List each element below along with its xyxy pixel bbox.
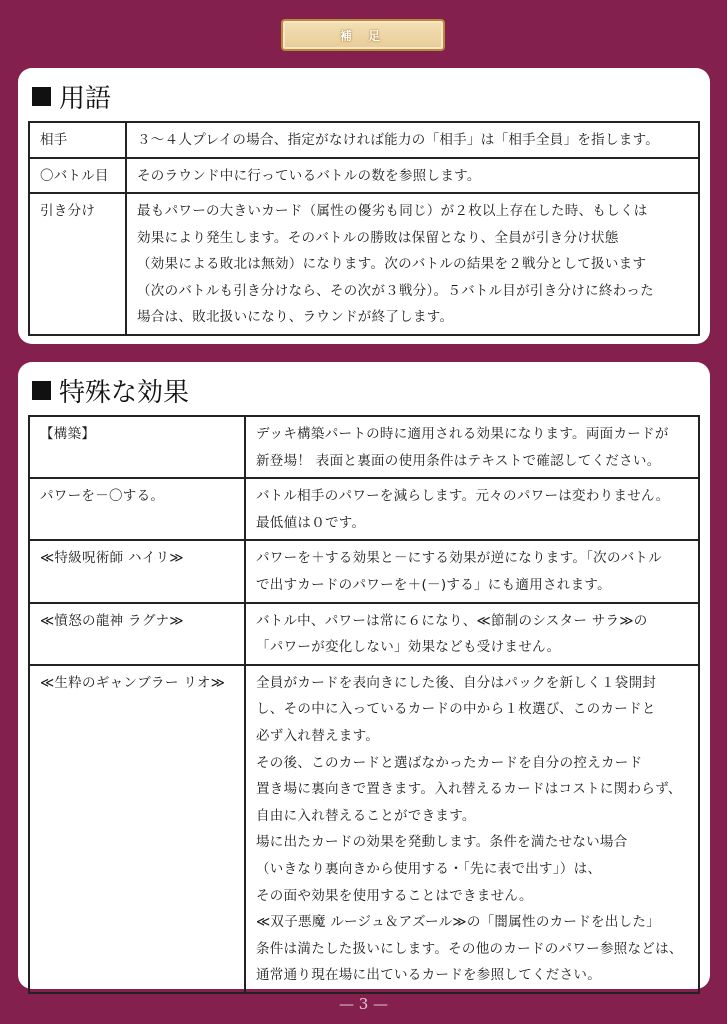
special-effect-description [245, 478, 699, 540]
description-line: その後、このカードと選ばなかったカードを自分の控えカード [256, 754, 643, 771]
description-line: バトル相手のパワーを減らします。元々のパワーは変わりません。 [256, 488, 670, 505]
description-line: 場合は、敗北扱いになり、ラウンドが終了します。 [137, 309, 454, 325]
description-line: 置き場に裏向きで置きます。入れ替えるカードはコストに関わらず、 [256, 781, 682, 798]
special-effects-card [18, 362, 710, 989]
description-line: 通常通り現在場に出ているカードを参照してください。 [256, 967, 601, 984]
description-line: で出すカードのパワーを＋(－)する」にも適用されます。 [256, 576, 611, 593]
special-effect-term: 【構築】 [29, 416, 245, 478]
description-line: し、その中に入っているカードの中から１枚選び、このカードと [256, 701, 656, 718]
glossary-heading [32, 78, 111, 115]
description-line: 「パワーが変化しない」効果なども受けません。 [256, 639, 561, 656]
glossary-term: 〇バトル目 [29, 158, 126, 194]
special-effect-term: パワーを－〇する。 [29, 478, 245, 540]
square-bullet-icon [32, 87, 51, 106]
description-line: （いきなり裏向きから使用する・「先に表で出す」）は、 [256, 860, 602, 877]
glossary-description [126, 158, 699, 194]
table-row [29, 603, 699, 665]
special-effect-term: ≪生粋のギャンブラー リオ≫ [29, 665, 245, 993]
table-row [29, 122, 699, 158]
special-effect-description [245, 540, 699, 602]
glossary-term: 引き分け [29, 193, 126, 335]
description-line: そのラウンド中に行っているバトルの数を参照します。 [137, 167, 481, 184]
special-effect-term: ≪特級呪術師 ハイリ≫ [29, 540, 245, 602]
glossary-term: 相手 [29, 122, 126, 158]
special-effects-heading [32, 372, 189, 409]
special-effects-title: 特殊な効果 [59, 378, 190, 408]
table-row [29, 478, 699, 540]
page-number: — 3 — [338, 995, 389, 1013]
description-line: 全員がカードを表向きにした後、自分はパックを新しく１袋開封 [256, 674, 657, 691]
description-line: 効果により発生します。そのバトルの勝敗は保留となり、全員が引き分け状態 [137, 229, 619, 246]
glossary-table [28, 121, 700, 336]
square-bullet-icon [32, 381, 51, 400]
description-line: 条件は満たした扱いにします。その他のカードのパワー参照などは、 [256, 940, 683, 957]
glossary-title: 用語 [59, 84, 112, 114]
description-line: ≪双子悪魔 ルージュ＆アズール≫の「闇属性のカードを出した」 [256, 914, 661, 931]
special-effect-description [245, 665, 699, 993]
description-line: ３～４人プレイの場合、指定がなければ能力の「相手」は「相手全員」を指します。 [137, 132, 660, 148]
glossary-description [126, 122, 699, 158]
table-row [29, 665, 699, 993]
section-badge: 補 足 [281, 19, 445, 51]
description-line: 最低値は０です。 [256, 514, 366, 531]
description-line: 自由に入れ替えることができます。 [256, 807, 476, 824]
special-effects-table [28, 415, 700, 994]
description-line: その面や効果を使用することはできません。 [256, 887, 533, 904]
special-effect-description [245, 603, 699, 665]
description-line: デッキ構築パートの時に適用される効果になります。両面カードが [256, 426, 669, 442]
table-row [29, 540, 699, 602]
table-row [29, 193, 699, 335]
description-line: （効果による敗北は無効）になります。次のバトルの結果を２戦分として扱います [137, 256, 647, 272]
special-effect-term: ≪憤怒の龍神 ラグナ≫ [29, 603, 245, 665]
glossary-card [18, 68, 710, 344]
description-line: （次のバトルも引き分けなら、その次が３戦分）。５バトル目が引き分けに終わった [137, 282, 654, 299]
glossary-description [126, 193, 699, 335]
table-row [29, 158, 699, 194]
table-row [29, 416, 699, 478]
description-line: パワーを＋する効果と－にする効果が逆になります。「次のバトル [256, 550, 662, 567]
description-line: バトル中、パワーは常に６になり、≪節制のシスター サラ≫の [256, 612, 648, 629]
description-line: 場に出たカードの効果を発動します。条件を満たせない場合 [256, 834, 628, 851]
description-line: 必ず入れ替えます。 [256, 727, 380, 744]
description-line: 新登場！ 表面と裏面の使用条件はテキストで確認してください。 [256, 452, 661, 469]
special-effect-description [245, 416, 699, 478]
description-line: 最もパワーの大きいカード（属性の優劣も同じ）が２枚以上存在した時、もしくは [137, 203, 648, 219]
